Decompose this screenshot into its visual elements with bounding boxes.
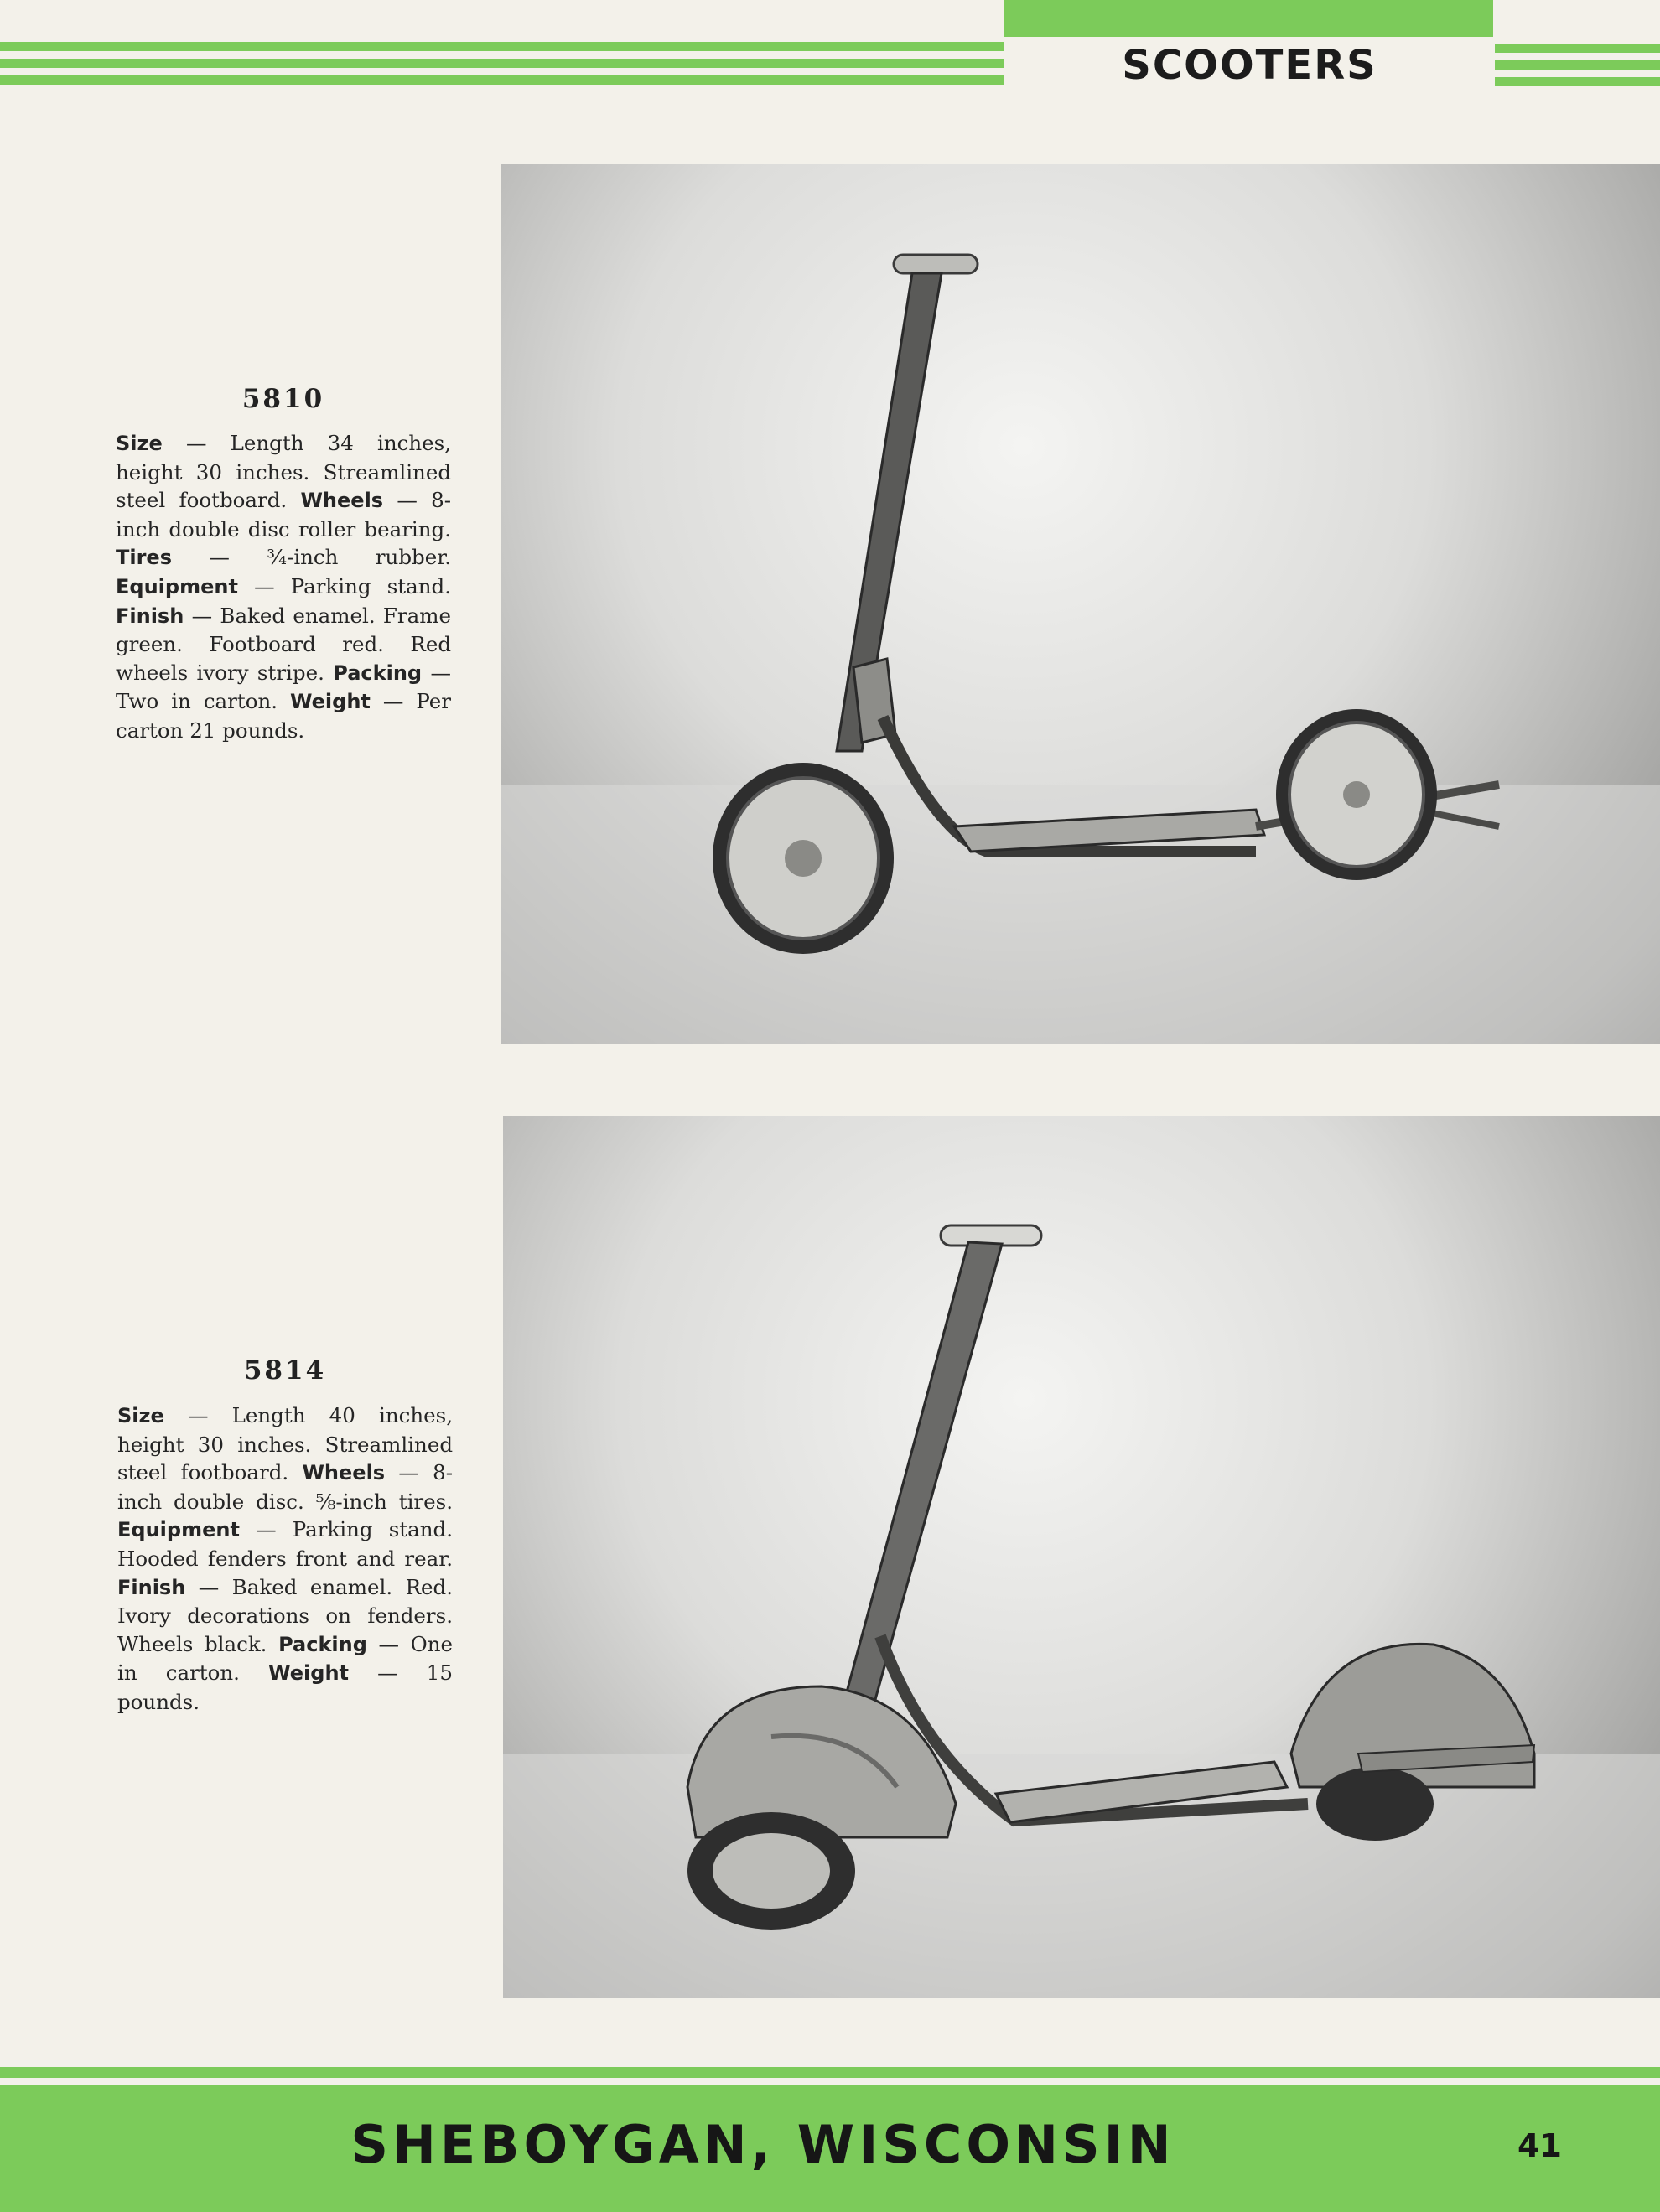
- description-field-label: Packing: [278, 1632, 367, 1656]
- description-text: — 8-inch double disc. ⅝-inch tires.: [117, 1460, 453, 1514]
- description-text: — Two in carton.: [116, 660, 451, 714]
- description-field-label: Packing: [333, 660, 423, 685]
- description-field-label: Finish: [116, 604, 184, 628]
- product-description-5810: [116, 429, 451, 745]
- description-field-label: Size: [116, 432, 163, 455]
- section-title: SCOOTERS: [1122, 42, 1377, 89]
- scooter-5810-illustration: [501, 164, 1660, 1044]
- header-stripes-right: [1495, 44, 1660, 94]
- description-text: — Baked enamel. Red. Ivory decorations on fenders. Wheels black.: [117, 1574, 453, 1656]
- description-text: — Parking stand.: [237, 573, 451, 598]
- description-field-label: Finish: [117, 1575, 186, 1599]
- product-number-5810: 5810: [241, 384, 325, 414]
- page-number: 41: [1517, 2127, 1562, 2164]
- footer-city: SHEBOYGAN, WISCONSIN: [350, 2114, 1175, 2175]
- description-field-label: Equipment: [117, 1518, 240, 1542]
- description-text: — Length 34 inches, height 30 inches. Streamlined steel footboard.: [116, 431, 451, 513]
- header-tab: [1004, 0, 1493, 37]
- description-text: — Length 40 inches, height 30 inches. Streamlined steel footboard.: [117, 1403, 453, 1485]
- description-field-label: Tires: [116, 546, 172, 570]
- header-stripes-left: [0, 42, 1004, 92]
- description-text: — 8-inch double disc roller bearing.: [116, 488, 451, 541]
- description-text: — Per carton 21 pounds.: [116, 689, 451, 743]
- footer-stripe: [0, 2067, 1660, 2078]
- scooter-5814-illustration: [503, 1116, 1660, 1998]
- description-text: — Baked enamel. Frame green. Footboard red. Red wheels ivory stripe.: [116, 603, 451, 685]
- description-field-label: Wheels: [302, 1461, 386, 1485]
- scooter-5810-photo: [501, 164, 1660, 1044]
- description-text: — Parking stand. Hooded fenders front and rear.: [117, 1517, 453, 1571]
- description-text: — One in carton.: [117, 1631, 453, 1686]
- scooter-5814-photo: [503, 1116, 1660, 1998]
- description-field-label: Wheels: [300, 489, 384, 513]
- description-field-label: Equipment: [116, 574, 238, 598]
- product-description-5814: [117, 1401, 453, 1717]
- description-text: — 15 pounds.: [117, 1660, 453, 1714]
- description-text: — ¾-inch rubber.: [172, 545, 451, 570]
- description-field-label: Size: [117, 1404, 164, 1427]
- description-field-label: Weight: [268, 1661, 349, 1686]
- description-field-label: Weight: [290, 690, 371, 714]
- product-number-5814: 5814: [243, 1355, 327, 1386]
